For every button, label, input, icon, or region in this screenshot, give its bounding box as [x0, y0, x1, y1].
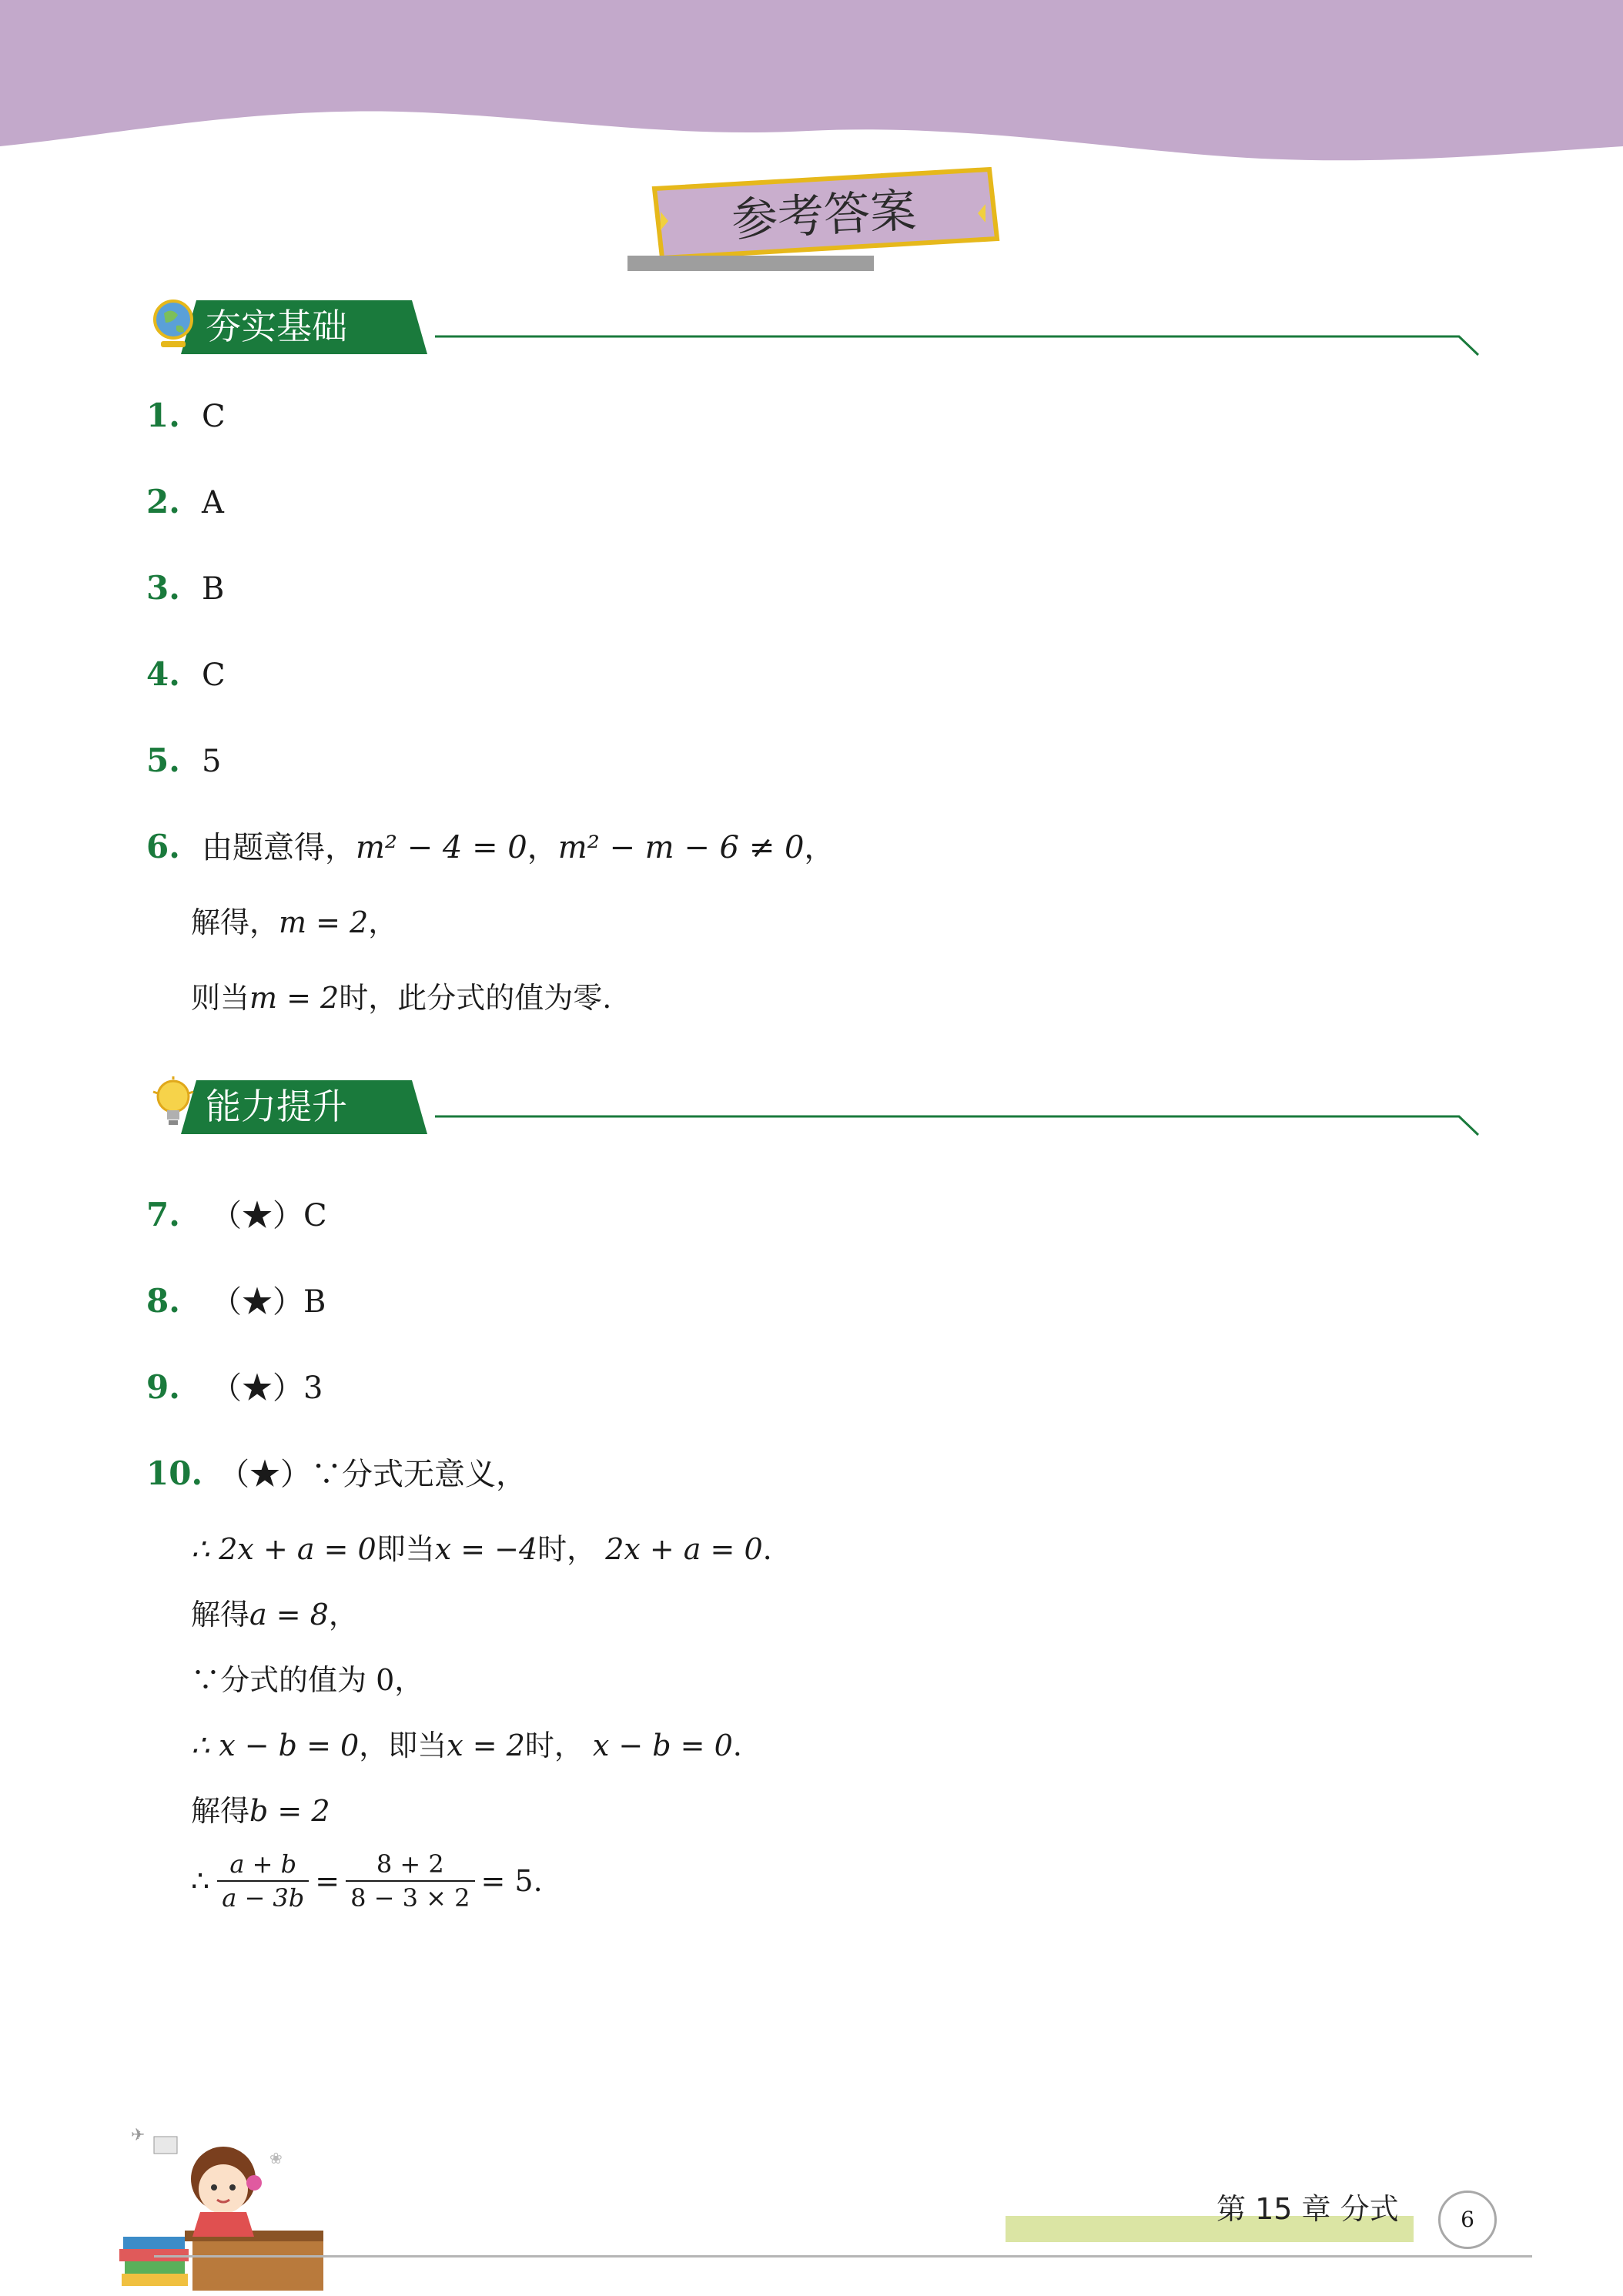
q10-line-7	[191, 1848, 543, 1914]
section-underline	[435, 327, 1482, 358]
q10-eq: ∴ 2x + a = 0	[191, 1532, 376, 1566]
question-4	[146, 653, 226, 697]
fraction-denominator: 8 − 3 × 2	[350, 1883, 470, 1913]
fraction-numerator: a + b	[217, 1848, 309, 1882]
question-number: 1.	[146, 397, 180, 434]
top-wave-banner	[0, 0, 1623, 177]
q6-solution: m = 2	[279, 905, 369, 939]
q6-line2-end: ，	[368, 905, 398, 939]
q10-eq: x = −4	[434, 1532, 538, 1566]
q10-text: .	[732, 1729, 742, 1762]
q6-equation-2: m² − m − 6 ≠ 0	[557, 830, 805, 865]
question-9	[146, 1366, 323, 1410]
q10-line-4	[191, 1658, 423, 1702]
equals-sign: =	[315, 1864, 340, 1898]
q6-solve-text: 解得，	[191, 905, 279, 939]
question-2	[146, 480, 224, 524]
q10-text: 时，	[524, 1729, 584, 1762]
footer-divider	[154, 2255, 1532, 2258]
q6-conclusion-post: 时，此分式的值为零.	[339, 981, 612, 1015]
lightbulb-icon	[150, 1076, 196, 1130]
answer: 5	[202, 744, 222, 779]
fraction-1	[217, 1848, 309, 1914]
q10-text: 时，	[537, 1532, 597, 1566]
section-label: 能力提升	[206, 1086, 347, 1127]
globe-icon	[150, 296, 196, 350]
q10-text: .	[762, 1532, 772, 1566]
question-10	[146, 1452, 527, 1496]
q6-text: 由题意得，	[202, 830, 356, 865]
svg-text:✈: ✈	[131, 2126, 146, 2145]
q6-end: ，	[804, 830, 835, 865]
q10-text: ，	[328, 1598, 358, 1632]
answer: （★）3	[211, 1371, 323, 1406]
q10-eq: x − b = 0	[592, 1729, 733, 1762]
question-1	[146, 394, 226, 438]
answer: C	[202, 658, 226, 693]
q10-line-3	[191, 1593, 358, 1636]
question-5	[146, 739, 221, 783]
q10-text: 即当	[376, 1532, 435, 1566]
therefore-symbol: ∴	[191, 1864, 210, 1898]
page-number: 6	[1438, 2191, 1497, 2249]
question-6	[146, 825, 835, 869]
question-number: 9.	[146, 1368, 180, 1406]
q6-equation-1: m² − 4 = 0	[356, 830, 527, 865]
q10-eq: x = 2	[447, 1729, 525, 1762]
section-label: 夯实基础	[206, 306, 347, 347]
answer: （★）B	[211, 1284, 326, 1320]
q10-line-5	[191, 1724, 742, 1767]
q10-eq: 2x + a = 0	[605, 1532, 763, 1566]
q6-line-3	[191, 976, 611, 1019]
question-number: 7.	[146, 1196, 180, 1233]
svg-text:❀: ❀	[269, 2149, 283, 2167]
q10-eq: a = 8	[249, 1598, 329, 1632]
q6-conclusion-eq: m = 2	[249, 981, 340, 1015]
section-header-advanced	[150, 1076, 1474, 1138]
answer: B	[202, 571, 225, 607]
page-title: 参考答案	[730, 183, 918, 248]
question-number: 4.	[146, 655, 180, 693]
section-underline	[435, 1107, 1482, 1138]
question-number: 6.	[146, 828, 180, 865]
q10-line-1: （★）∵分式无意义，	[219, 1457, 527, 1492]
title-underbar	[627, 256, 874, 271]
section-header-basics	[150, 296, 1474, 358]
answer: A	[202, 485, 224, 520]
question-number: 3.	[146, 569, 180, 607]
q10-eq: ∴ x − b = 0	[191, 1729, 360, 1762]
answer: C	[202, 399, 226, 434]
q10-end: .	[533, 1864, 543, 1898]
question-7	[146, 1193, 327, 1237]
q6-line-2	[191, 901, 397, 944]
answer: （★）C	[211, 1198, 327, 1233]
q6-conclusion-pre: 则当	[191, 981, 250, 1015]
q10-line-6	[191, 1789, 330, 1832]
q10-text: 解得	[191, 1794, 250, 1828]
q6-separator: ，	[527, 830, 558, 865]
question-number: 2.	[146, 483, 180, 520]
q10-text: ∵分式的值为 0，	[191, 1663, 424, 1697]
question-8	[146, 1280, 326, 1324]
question-3	[146, 567, 224, 611]
q10-eq: b = 2	[249, 1794, 330, 1828]
question-number: 10.	[146, 1454, 203, 1492]
chapter-label: 第 15 章 分式	[1216, 2192, 1399, 2226]
girl-with-books-illustration	[108, 2121, 323, 2291]
q10-text: ，即当	[359, 1729, 447, 1762]
q10-line-2	[191, 1528, 772, 1571]
fraction-numerator: 8 + 2	[346, 1848, 474, 1882]
fraction-2	[346, 1848, 474, 1914]
question-number: 5.	[146, 741, 180, 779]
result: = 5	[480, 1864, 534, 1898]
fraction-denominator: a − 3b	[222, 1883, 305, 1913]
q10-text: 解得	[191, 1598, 250, 1632]
question-number: 8.	[146, 1282, 180, 1320]
